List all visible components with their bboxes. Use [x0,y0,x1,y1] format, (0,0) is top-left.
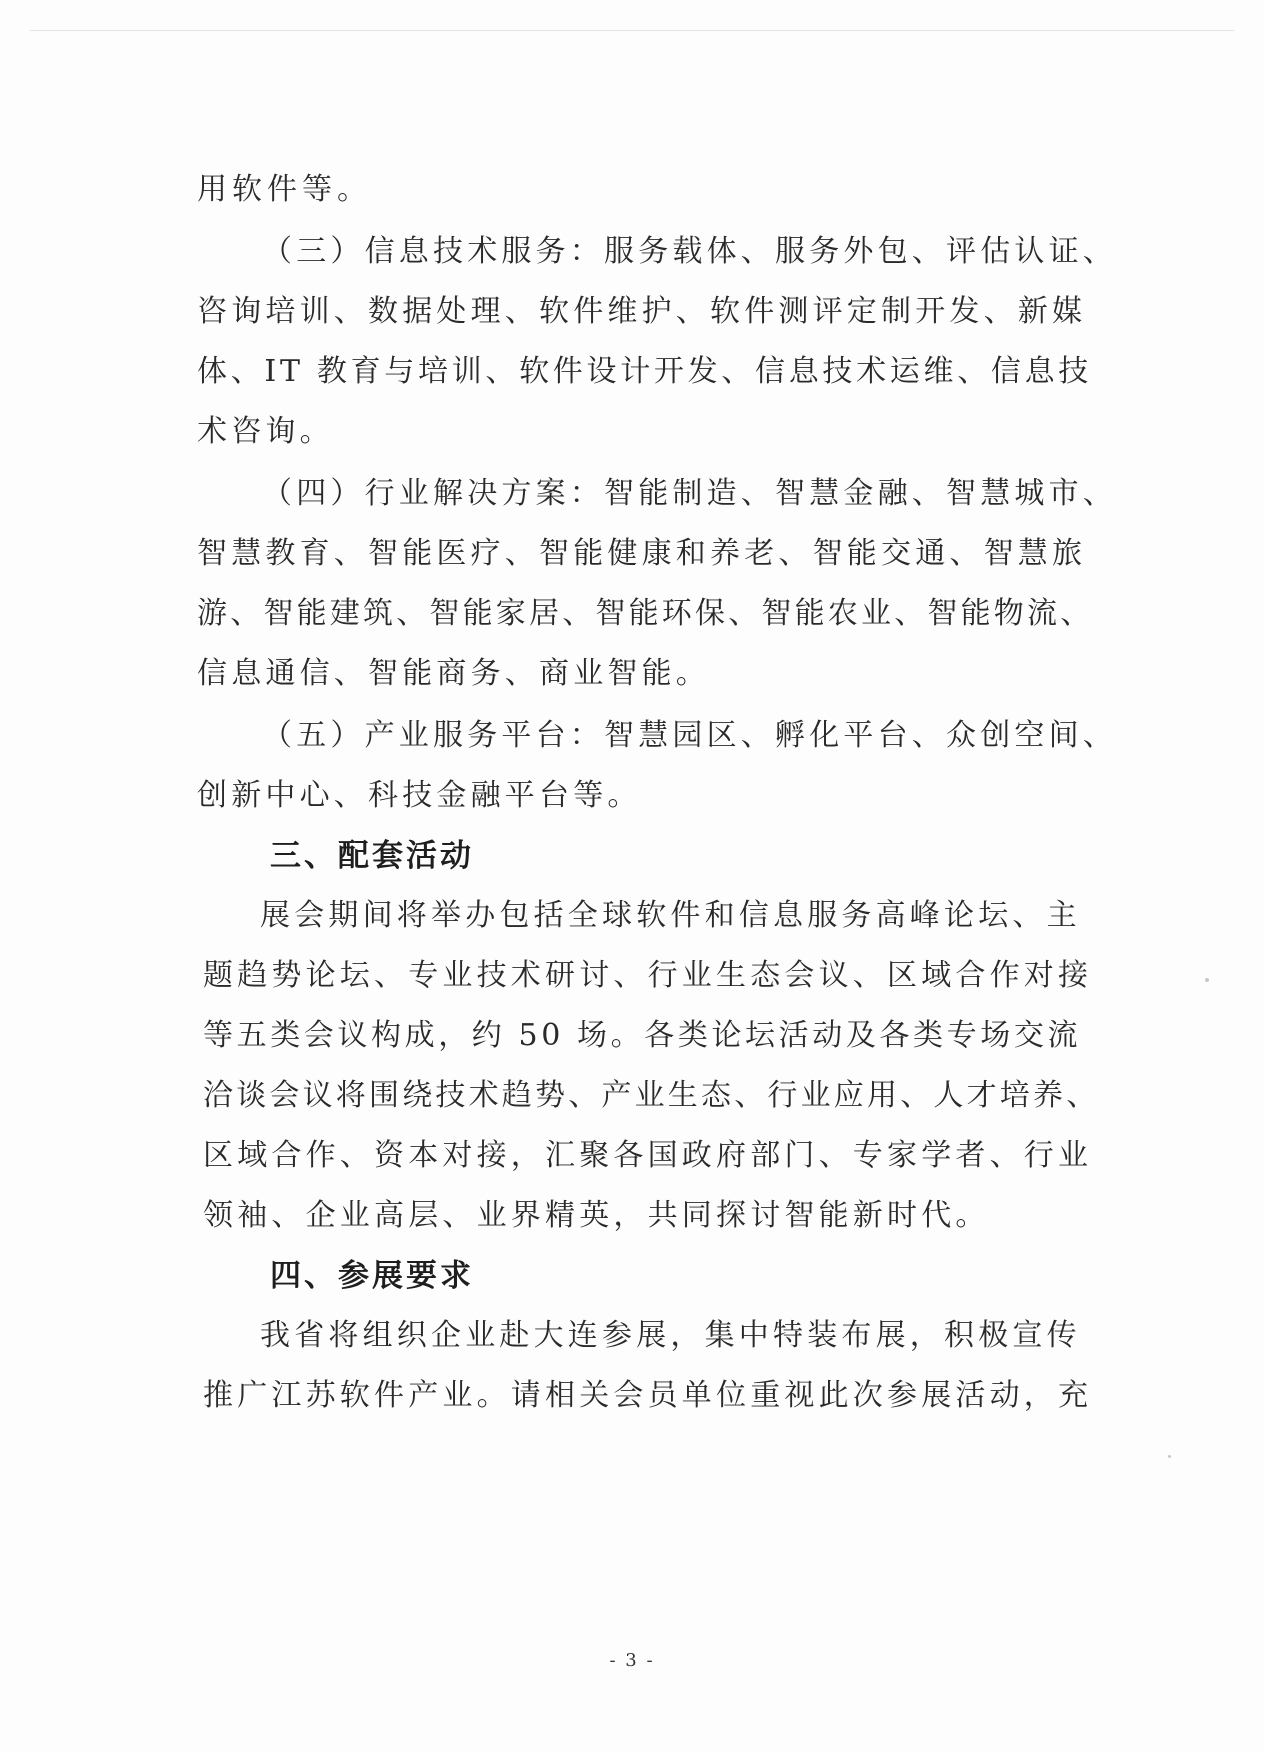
paragraph-text: 展会期间将举办包括全球软件和信息服务高峰论坛、主 [260,898,1081,933]
section-heading: 四、参展要求 [270,1258,474,1294]
text-line [0,170,1264,210]
text-line [0,594,1264,634]
list-item-heading: （三）信息技术服务：服务载体、服务外包、评估认证、 [262,234,1117,269]
paragraph-text: 游、智能建筑、智能家居、智能环保、智能农业、智能物流、 [197,596,1094,631]
page-number: - 3 - [609,1650,655,1671]
list-item-heading: （四）行业解决方案：智能制造、智慧金融、智慧城市、 [262,476,1117,511]
section-heading: 三、配套活动 [270,838,474,874]
text-line [0,1316,1264,1356]
paragraph-text: 洽谈会议将围绕技术趋势、产业生态、行业应用、人才培养、 [203,1078,1100,1113]
paragraph-text: 领袖、企业高层、业界精英，共同探讨智能新时代。 [203,1198,990,1233]
text-line [0,1076,1264,1116]
text-line [0,232,1264,272]
paragraph-text: 信息通信、智能商务、商业智能。 [197,656,710,691]
list-item-heading: （五）产业服务平台：智慧园区、孵化平台、众创空间、 [262,718,1117,753]
paragraph-text: 体、IT 教育与培训、软件设计开发、信息技术运维、信息技 [197,354,1092,389]
text-line [0,956,1264,996]
text-line [0,1136,1264,1176]
paragraph-text: 智慧教育、智能医疗、智能健康和养老、智能交通、智慧旅 [197,536,1087,571]
paragraph-text: 术咨询。 [197,414,334,449]
text-line [0,292,1264,332]
paragraph-text: 用软件等。 [197,172,372,207]
paragraph-text: 我省将组织企业赴大连参展，集中特装布展，积极宣传 [260,1318,1081,1353]
paragraph-text: 创新中心、科技金融平台等。 [197,778,642,813]
text-line [0,716,1264,756]
paragraph-text: 推广江苏软件产业。请相关会员单位重视此次参展活动，充 [203,1378,1093,1413]
scan-speck [1168,1455,1171,1458]
paragraph-text: 等五类会议构成，约 50 场。各类论坛活动及各类专场交流 [203,1018,1082,1053]
text-line [0,1376,1264,1416]
scan-edge [30,30,1234,31]
paragraph-text: 区域合作、资本对接，汇聚各国政府部门、专家学者、行业 [203,1138,1093,1173]
text-line [0,896,1264,936]
text-line [0,1016,1264,1056]
scan-speck [1205,978,1209,982]
paragraph-text: 咨询培训、数据处理、软件维护、软件测评定制开发、新媒 [197,294,1087,329]
paragraph-text: 题趋势论坛、专业技术研讨、行业生态会议、区域合作对接 [203,958,1093,993]
text-line [0,474,1264,514]
section-heading-line [0,1256,1264,1296]
text-line [0,776,1264,816]
text-line [0,412,1264,452]
section-heading-line [0,836,1264,876]
text-line [0,534,1264,574]
text-line [0,1196,1264,1236]
text-line [0,654,1264,694]
text-line [0,352,1264,392]
